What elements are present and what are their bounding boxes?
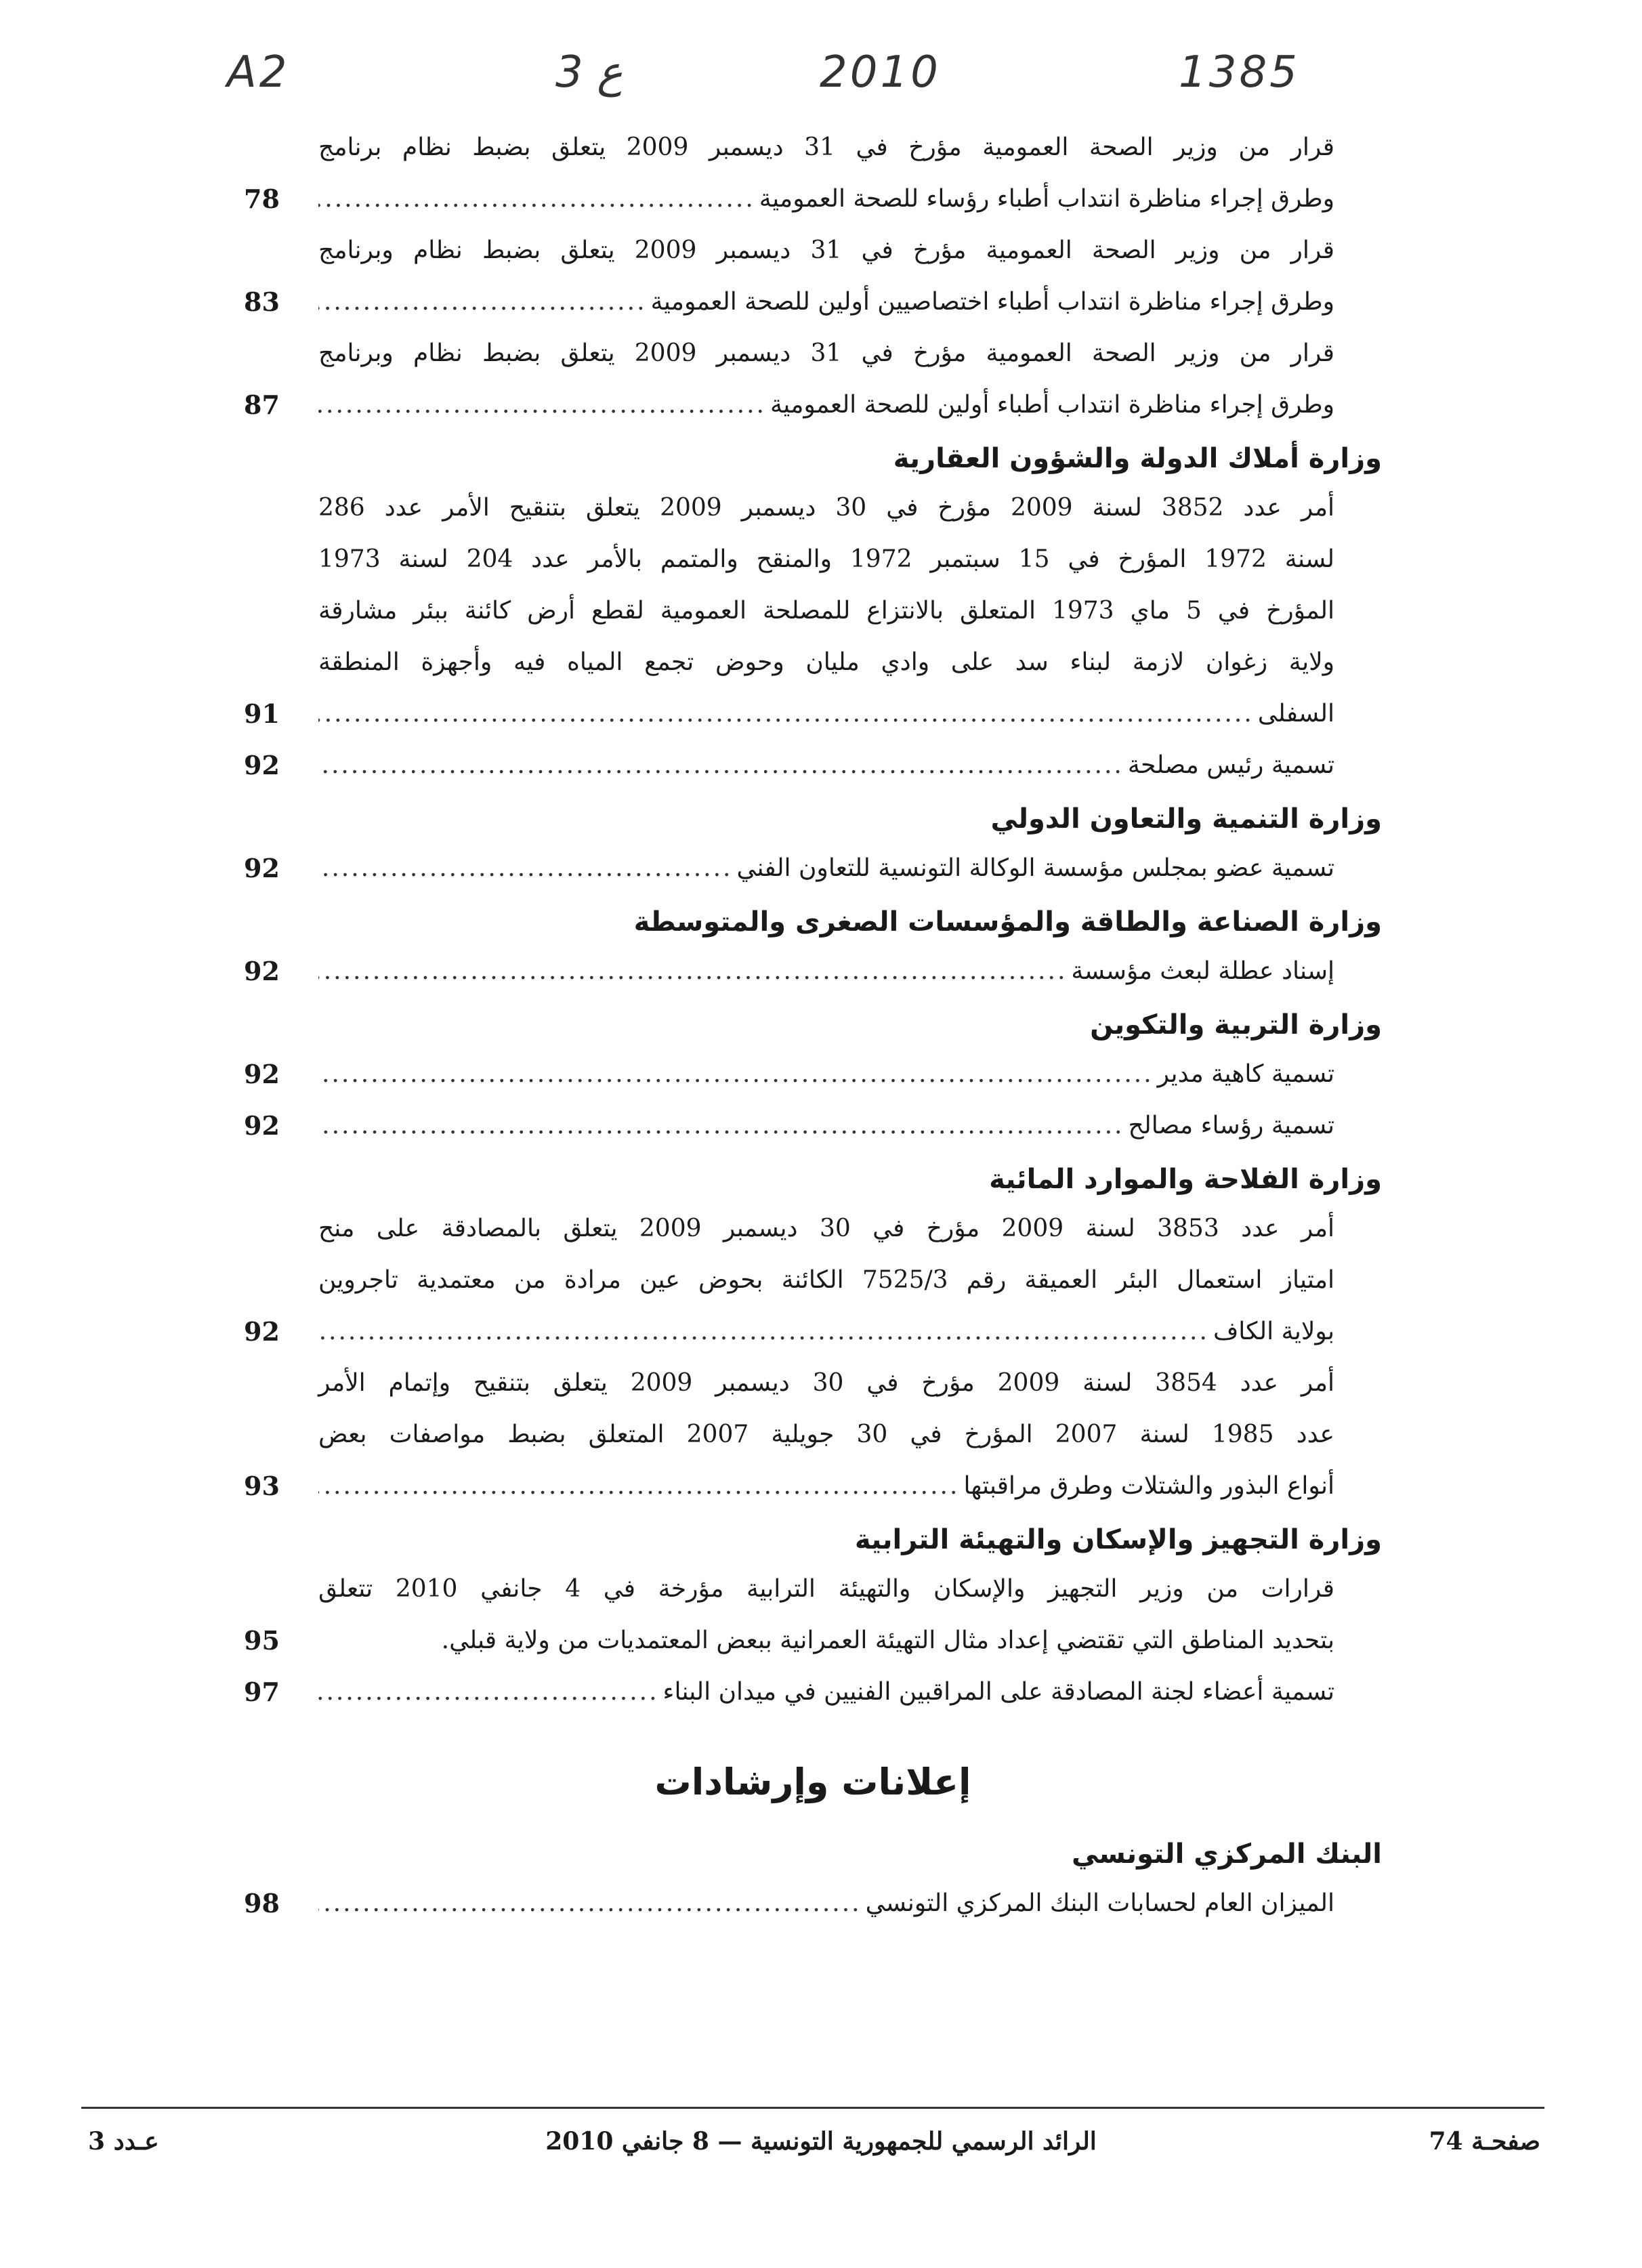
- section-title: وزارة التنمية والتعاون الدولي: [990, 803, 1382, 835]
- toc-entry: [244, 1049, 1382, 1100]
- toc-entry: [244, 740, 1382, 791]
- dot-leader: [318, 1049, 1154, 1100]
- entry-text: تسمية رئيس مصلحة: [1127, 751, 1334, 779]
- entry-line: أمر عدد 3852 لسنة 2009 مؤرخ في 30 ديسمبر 2009 يتعلق بتنقيح الأمر عدد 286: [318, 494, 1334, 522]
- entry-line: [318, 740, 1334, 791]
- dot-leader: [318, 276, 647, 328]
- footer-page-number: صفحـة 74: [1429, 2127, 1540, 2156]
- entry-line: [318, 843, 1334, 894]
- dot-leader: [318, 1666, 659, 1718]
- handwritten-note-hijri: 1385: [1179, 47, 1300, 98]
- section-title: وزارة الصناعة والطاقة والمؤسسات الصغرى والمتوسطة: [633, 906, 1382, 938]
- dot-leader: [318, 740, 1124, 791]
- entry-line: [318, 688, 1334, 740]
- entry-text: بولاية الكاف: [1213, 1318, 1334, 1345]
- dot-leader: [318, 1306, 1209, 1358]
- table-of-contents: [244, 122, 1382, 1929]
- dot-leader: [318, 173, 755, 225]
- entry-line: [318, 1306, 1334, 1358]
- handwritten-note-year: 2010: [820, 47, 941, 98]
- page-number: 92: [244, 853, 280, 883]
- handwritten-note-a2: A2: [227, 47, 290, 98]
- announcements-heading: إعلانات وإرشادات: [654, 1761, 971, 1803]
- entry-text: تسمية أعضاء لجنة المصادقة على المراقبين الفنيين في ميدان البناء: [662, 1678, 1334, 1706]
- section-title: وزارة التجهيز والإسكان والتهيئة الترابية: [854, 1524, 1382, 1555]
- entry-line: أمر عدد 3853 لسنة 2009 مؤرخ في 30 ديسمبر 2009 يتعلق بالمصادقة على منح: [318, 1215, 1334, 1242]
- entry-text: السفلى: [1257, 700, 1334, 728]
- entry-text: وطرق إجراء مناظرة انتداب أطباء رؤساء للصحة العمومية: [759, 185, 1334, 213]
- entry-line: قرار من وزير الصحة العمومية مؤرخ في 31 ديسمبر 2009 يتعلق بضبط نظام وبرنامج: [318, 339, 1335, 367]
- page-number: 97: [244, 1677, 280, 1707]
- footer-journal-title: الرائد الرسمي للجمهورية التونسية — 8 جانفي 2010: [545, 2127, 1097, 2156]
- entry-line: ولاية زغوان لازمة لبناء سد على وادي مليان وحوض تجمع المياه فيه وأجهزة المنطقة: [318, 648, 1334, 676]
- page-number: 95: [244, 1625, 280, 1656]
- toc-entry: [244, 946, 1382, 997]
- toc-entry: [244, 1358, 1382, 1512]
- entry-line: امتياز استعمال البئر العميقة رقم 7525/3 الكائنة بحوض عين مرادة من معتمدية تاجروين: [318, 1266, 1335, 1294]
- page-number: 98: [244, 1888, 280, 1918]
- footer-divider: [81, 2107, 1544, 2109]
- entry-text: بتحديد المناطق التي تقتضي إعداد مثال التهيئة العمرانية ببعض المعتمديات من ولاية قبلي.: [441, 1626, 1334, 1654]
- entry-line: [318, 1100, 1334, 1152]
- entry-line: [318, 1049, 1334, 1100]
- toc-entry: [244, 1563, 1382, 1666]
- dot-leader: [318, 688, 1254, 740]
- entry-line: قرارات من وزير التجهيز والإسكان والتهيئة الترابية مؤرخة في 4 جانفي 2010 تتعلق: [318, 1575, 1334, 1603]
- page-number: 92: [244, 750, 280, 780]
- entry-text: وطرق إجراء مناظرة انتداب أطباء أولين للصحة العمومية: [770, 391, 1334, 419]
- toc-entry: [244, 482, 1382, 740]
- entry-line: [318, 1666, 1334, 1718]
- entry-text: تسمية عضو بمجلس مؤسسة الوكالة التونسية للتعاون الفني: [736, 854, 1334, 882]
- page-number: 92: [244, 1059, 280, 1089]
- entry-text: إسناد عطلة لبعث مؤسسة: [1071, 957, 1334, 985]
- dot-leader: [318, 1461, 959, 1512]
- toc-entry: [244, 328, 1382, 431]
- entry-line: عدد 1985 لسنة 2007 المؤرخ في 30 جويلية 2007 المتعلق بضبط مواصفات بعض: [318, 1421, 1334, 1448]
- entry-line: [318, 1615, 1334, 1666]
- entry-text: وطرق إجراء مناظرة انتداب أطباء اختصاصيين أولين للصحة العمومية: [650, 288, 1334, 316]
- footer-issue-number: عـدد 3: [88, 2127, 159, 2156]
- toc-entry: [244, 225, 1382, 328]
- toc-entry: [244, 1100, 1382, 1152]
- toc-entry: [244, 843, 1382, 894]
- entry-text: تسمية رؤساء مصالح: [1128, 1112, 1334, 1139]
- entry-line: المؤرخ في 5 ماي 1973 المتعلق بالانتزاع للمصلحة العمومية لقطع أرض كائنة ببئر مشارقة: [318, 597, 1334, 625]
- entry-line: [318, 1461, 1334, 1512]
- entry-line: [318, 379, 1334, 431]
- toc-entry: [244, 1878, 1382, 1929]
- entry-line: لسنة 1972 المؤرخ في 15 سبتمبر 1972 والمنقح والمتمم بالأمر عدد 204 لسنة 1973: [318, 545, 1334, 573]
- dot-leader: [318, 946, 1067, 997]
- page-number: 93: [244, 1471, 280, 1501]
- page-number: 78: [244, 184, 280, 214]
- dot-leader: [318, 1100, 1124, 1152]
- page-number: 92: [244, 1316, 280, 1347]
- entry-line: قرار من وزير الصحة العمومية مؤرخ في 31 ديسمبر 2009 يتعلق بضبط نظام برنامج: [318, 133, 1335, 161]
- entry-line: [318, 1878, 1334, 1929]
- page-number: 92: [244, 956, 280, 986]
- entry-line: [318, 173, 1334, 225]
- page-number: 92: [244, 1110, 280, 1141]
- entry-line: [318, 946, 1334, 997]
- dot-leader: [318, 1878, 862, 1929]
- entry-text: أنواع البذور والشتلات وطرق مراقبتها: [963, 1472, 1334, 1500]
- entry-line: أمر عدد 3854 لسنة 2009 مؤرخ في 30 ديسمبر 2009 يتعلق بتنقيح وإتمام الأمر: [318, 1369, 1334, 1397]
- dot-leader: [318, 843, 733, 894]
- dot-leader: [318, 379, 766, 431]
- entry-line: قرار من وزير الصحة العمومية مؤرخ في 31 ديسمبر 2009 يتعلق بضبط نظام وبرنامج: [318, 236, 1335, 264]
- entry-text: الميزان العام لحسابات البنك المركزي التونسي: [865, 1889, 1334, 1917]
- toc-entry: [244, 122, 1382, 225]
- page-number: 83: [244, 287, 280, 317]
- toc-entry: [244, 1203, 1382, 1358]
- section-title: البنك المركزي التونسي: [1071, 1839, 1382, 1870]
- page-number: 87: [244, 390, 280, 420]
- toc-entry: [244, 1666, 1382, 1718]
- page-number: 91: [244, 698, 280, 729]
- entry-line: [318, 276, 1334, 328]
- section-title: وزارة التربية والتكوين: [1090, 1009, 1382, 1041]
- entry-text: تسمية كاهية مدير: [1157, 1060, 1334, 1088]
- handwritten-note-issue: 3 ع: [555, 47, 623, 98]
- section-title: وزارة الفلاحة والموارد المائية: [989, 1164, 1382, 1195]
- section-title: وزارة أملاك الدولة والشؤون العقارية: [893, 443, 1382, 474]
